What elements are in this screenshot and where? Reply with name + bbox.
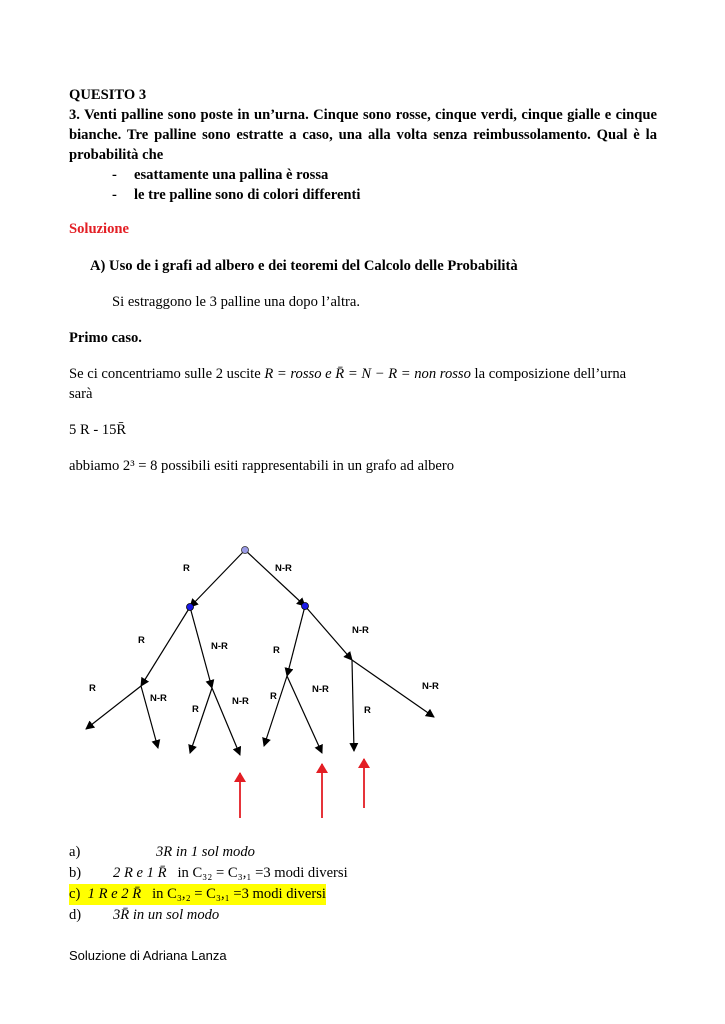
edge-l1-r	[190, 550, 245, 607]
problem-statement: 3. Venti palline sono poste in un’urna. Cinque sono rosse, cinque verdi, cinque gialle e cinque bianche. Tre palline sono estratte a caso, una alla volta senza reimbussolamento. Qual è la probabilità che	[69, 107, 657, 163]
label-l3: R	[364, 705, 371, 716]
cases-list	[69, 842, 348, 926]
bullet-text: esattamente una pallina è rossa	[134, 167, 329, 183]
node-nr	[302, 603, 309, 610]
label-l1-r: R	[183, 563, 190, 574]
case-math: 1 R e 2 R̄	[87, 886, 142, 902]
outcomes-line-cont: sarà	[69, 386, 93, 402]
case-item	[69, 863, 348, 884]
section-a-heading: A) Uso de i grafi ad albero e dei teoremi del Calcolo delle Probabilità	[90, 258, 518, 274]
label-l3: N-R	[312, 684, 329, 695]
edge-l2	[190, 607, 212, 688]
root-node	[242, 547, 249, 554]
edge-l2	[141, 607, 190, 686]
primo-caso-heading: Primo caso.	[69, 330, 142, 346]
edge-l2	[305, 606, 352, 660]
node-r	[187, 604, 194, 611]
label-l3: R	[270, 691, 277, 702]
edge-l3	[352, 660, 354, 751]
case-item-highlighted	[69, 884, 326, 905]
esiti-text: abbiamo	[69, 458, 123, 474]
edge-l3	[264, 676, 287, 746]
label-l3: N-R	[232, 696, 249, 707]
outcomes-formula: R = rosso e R̄ = N − R = non rosso	[264, 366, 471, 382]
edge-l3	[190, 688, 212, 753]
case-item	[69, 842, 326, 863]
bullet-text: le tre palline sono di colori differenti	[134, 187, 361, 203]
esiti-text-end: possibili esiti rappresentabili in un grafo ad albero	[157, 458, 455, 474]
label-l3: R	[89, 683, 96, 694]
label-l3: R	[192, 704, 199, 715]
outcomes-text-end: la composizione dell’urna	[470, 366, 627, 382]
case-text: in C₃₂ = C₃,₁ =3 modi diversi	[177, 865, 348, 881]
label-l2: R	[138, 635, 145, 646]
case-math: 2 R e 1 R̄	[113, 865, 167, 881]
label-l3: N-R	[422, 681, 439, 692]
case-label: d)	[69, 907, 82, 923]
esiti-formula: 2³ = 8	[122, 458, 158, 474]
bullet-item: - le tre palline sono di colori differenti	[112, 187, 361, 203]
case-math: 3R in 1 sol modo	[156, 844, 255, 860]
label-l2: R	[273, 645, 280, 656]
label-l3: N-R	[150, 693, 167, 704]
intro-text: Si estraggono le 3 palline una dopo l’altra.	[112, 294, 361, 310]
question-title: QUESITO 3	[69, 87, 147, 103]
case-label: c)	[69, 886, 81, 902]
label-l2: N-R	[211, 641, 228, 652]
case-label: a)	[69, 844, 81, 860]
edge-l2	[287, 606, 305, 676]
case-label: b)	[69, 865, 82, 881]
case-text: in C₃,₂ = C₃,₁ =3 modi diversi	[152, 886, 326, 902]
case-item	[69, 905, 326, 926]
case-math: 3R̄ in un sol modo	[113, 907, 220, 923]
urn-composition: 5 R - 15R̄	[69, 422, 127, 438]
footer-author: Soluzione di Adriana Lanza	[69, 948, 227, 963]
label-l2: N-R	[352, 625, 369, 636]
outcomes-text: Se ci concentriamo sulle 2 uscite	[69, 366, 265, 382]
bullet-item: - esattamente una pallina è rossa	[112, 167, 329, 183]
edge-l1-nr	[245, 550, 305, 606]
solution-heading: Soluzione	[69, 221, 130, 237]
label-l1-nr: N-R	[275, 563, 292, 574]
